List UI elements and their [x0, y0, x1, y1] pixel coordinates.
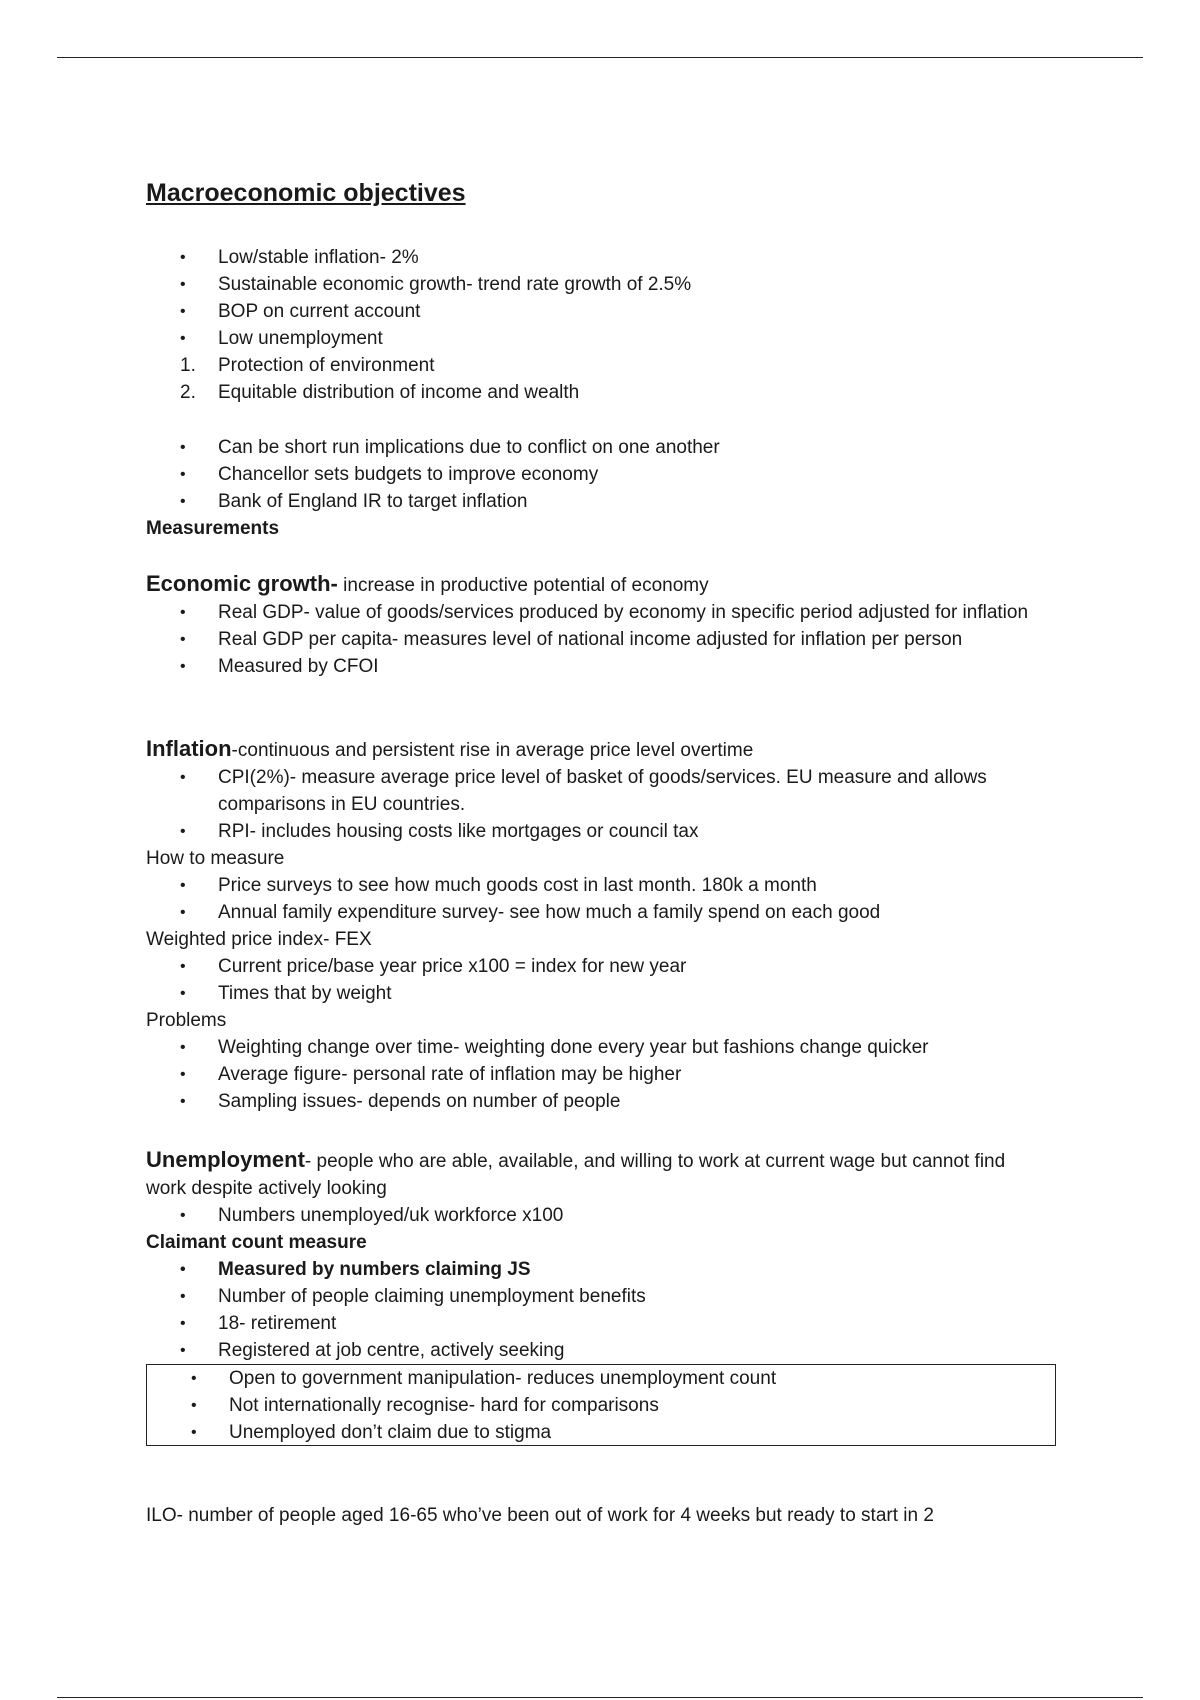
bullet-icon: • [180, 604, 186, 621]
list-number: 1. [180, 355, 196, 376]
list-item: • CPI(2%)- measure average price level of basket of goods/services. EU measure and allows comparisons in EU countries. [146, 764, 1046, 818]
unemployment-section [146, 1146, 1046, 1364]
conflict-bullet-list [146, 434, 1046, 515]
list-item: • Not internationally recognise- hard for comparisons [147, 1392, 1055, 1419]
bullet-icon: • [180, 276, 186, 293]
list-item: • Low/stable inflation- 2% [146, 244, 1046, 271]
list-item: • 18- retirement [146, 1310, 1046, 1337]
list-item: • Low unemployment [146, 325, 1046, 352]
bullet-icon: • [180, 823, 186, 840]
bullet-icon: • [180, 904, 186, 921]
list-item: 2. Equitable distribution of income and wealth [146, 379, 1046, 406]
weighted-index-heading: Weighted price index- FEX [146, 929, 372, 950]
list-item: • Price surveys to see how much goods cost in last month. 180k a month [146, 872, 1046, 899]
bottom-rule [57, 1697, 1143, 1698]
list-item: • Weighting change over time- weighting done every year but fashions change quicker [146, 1034, 1046, 1061]
list-item: • Can be short run implications due to conflict on one another [146, 434, 1046, 461]
list-item: 1. Protection of environment [146, 352, 1046, 379]
bullet-icon: • [180, 1039, 186, 1056]
bullet-icon: • [180, 1207, 186, 1224]
inflation-heading: Inflation [146, 736, 232, 761]
list-item: • Annual family expenditure survey- see how much a family spend on each good [146, 899, 1046, 926]
claimant-count-list [146, 1256, 1046, 1364]
growth-section [146, 570, 1046, 680]
how-to-measure-list [146, 872, 1046, 926]
growth-heading: Economic growth- [146, 571, 338, 596]
list-item: • BOP on current account [146, 298, 1046, 325]
bullet-icon: • [180, 249, 186, 266]
bullet-icon: • [180, 985, 186, 1002]
growth-bullet-list [146, 599, 1046, 680]
bullet-icon: • [180, 1342, 186, 1359]
unemployment-heading: Unemployment [146, 1147, 305, 1172]
unemployment-definition: Unemployment- people who are able, available, and willing to work at current wage but cannot find work despite actively looking [146, 1147, 1006, 1199]
criticism-box [146, 1364, 1056, 1446]
objectives-numbered-list [146, 352, 1046, 406]
bullet-icon: • [191, 1370, 197, 1387]
list-item: • Open to government manipulation- reduces unemployment count [147, 1365, 1055, 1392]
bullet-icon: • [180, 1315, 186, 1332]
how-to-measure-heading: How to measure [146, 848, 285, 869]
measurements-heading: Measurements [146, 518, 280, 539]
bullet-icon: • [180, 877, 186, 894]
list-item: • Real GDP- value of goods/services produced by economy in specific period adjusted for inflation [146, 599, 1046, 626]
inflation-definition: Inflation-continuous and persistent rise in average price level overtime [146, 736, 754, 761]
bullet-icon: • [180, 493, 186, 510]
top-rule [57, 57, 1143, 58]
list-item: • Sampling issues- depends on number of people [146, 1088, 1046, 1115]
bullet-icon: • [180, 1261, 186, 1278]
list-item: • Measured by CFOI [146, 653, 1046, 680]
list-item: • Registered at job centre, actively seeking [146, 1337, 1046, 1364]
bullet-icon: • [180, 330, 186, 347]
conflict-section [146, 434, 1046, 542]
list-item: • Average figure- personal rate of inflation may be higher [146, 1061, 1046, 1088]
bullet-icon: • [191, 1397, 197, 1414]
list-item: • Real GDP per capita- measures level of national income adjusted for inflation per person [146, 626, 1046, 653]
bullet-icon: • [180, 1288, 186, 1305]
objectives-bullet-list [146, 244, 1046, 352]
bullet-icon: • [180, 303, 186, 320]
bullet-icon: • [191, 1424, 197, 1441]
weighted-index-list [146, 953, 1046, 1007]
list-item: • Sustainable economic growth- trend rate growth of 2.5% [146, 271, 1046, 298]
ilo-definition: ILO- number of people aged 16-65 who’ve been out of work for 4 weeks but ready to start in 2 [146, 1505, 934, 1526]
page-title: Macroeconomic objectives [146, 179, 466, 207]
list-item: • Numbers unemployed/uk workforce x100 [146, 1202, 1046, 1229]
objectives-section [146, 244, 1046, 406]
problems-list [146, 1034, 1046, 1115]
bullet-icon: • [180, 769, 186, 786]
bullet-icon: • [180, 658, 186, 675]
bullet-icon: • [180, 958, 186, 975]
list-item: • Current price/base year price x100 = index for new year [146, 953, 1046, 980]
list-number: 2. [180, 382, 196, 403]
unemployment-bullet-list [146, 1202, 1046, 1229]
growth-definition: Economic growth- increase in productive potential of economy [146, 571, 709, 596]
bullet-icon: • [180, 439, 186, 456]
bullet-icon: • [180, 631, 186, 648]
list-item: • Unemployed don’t claim due to stigma [147, 1419, 1055, 1446]
list-item: • Bank of England IR to target inflation [146, 488, 1046, 515]
list-item: • Number of people claiming unemployment benefits [146, 1283, 1046, 1310]
claimant-count-heading: Claimant count measure [146, 1232, 367, 1253]
bullet-icon: • [180, 466, 186, 483]
bullet-icon: • [180, 1093, 186, 1110]
inflation-bullet-list [146, 764, 1046, 845]
list-item: • Times that by weight [146, 980, 1046, 1007]
problems-heading: Problems [146, 1010, 227, 1031]
list-item: • RPI- includes housing costs like mortgages or council tax [146, 818, 1046, 845]
criticism-list [147, 1365, 1055, 1446]
bullet-icon: • [180, 1066, 186, 1083]
list-item: • Chancellor sets budgets to improve economy [146, 461, 1046, 488]
inflation-section [146, 735, 1046, 1115]
list-item: • Measured by numbers claiming JS [146, 1256, 1046, 1283]
